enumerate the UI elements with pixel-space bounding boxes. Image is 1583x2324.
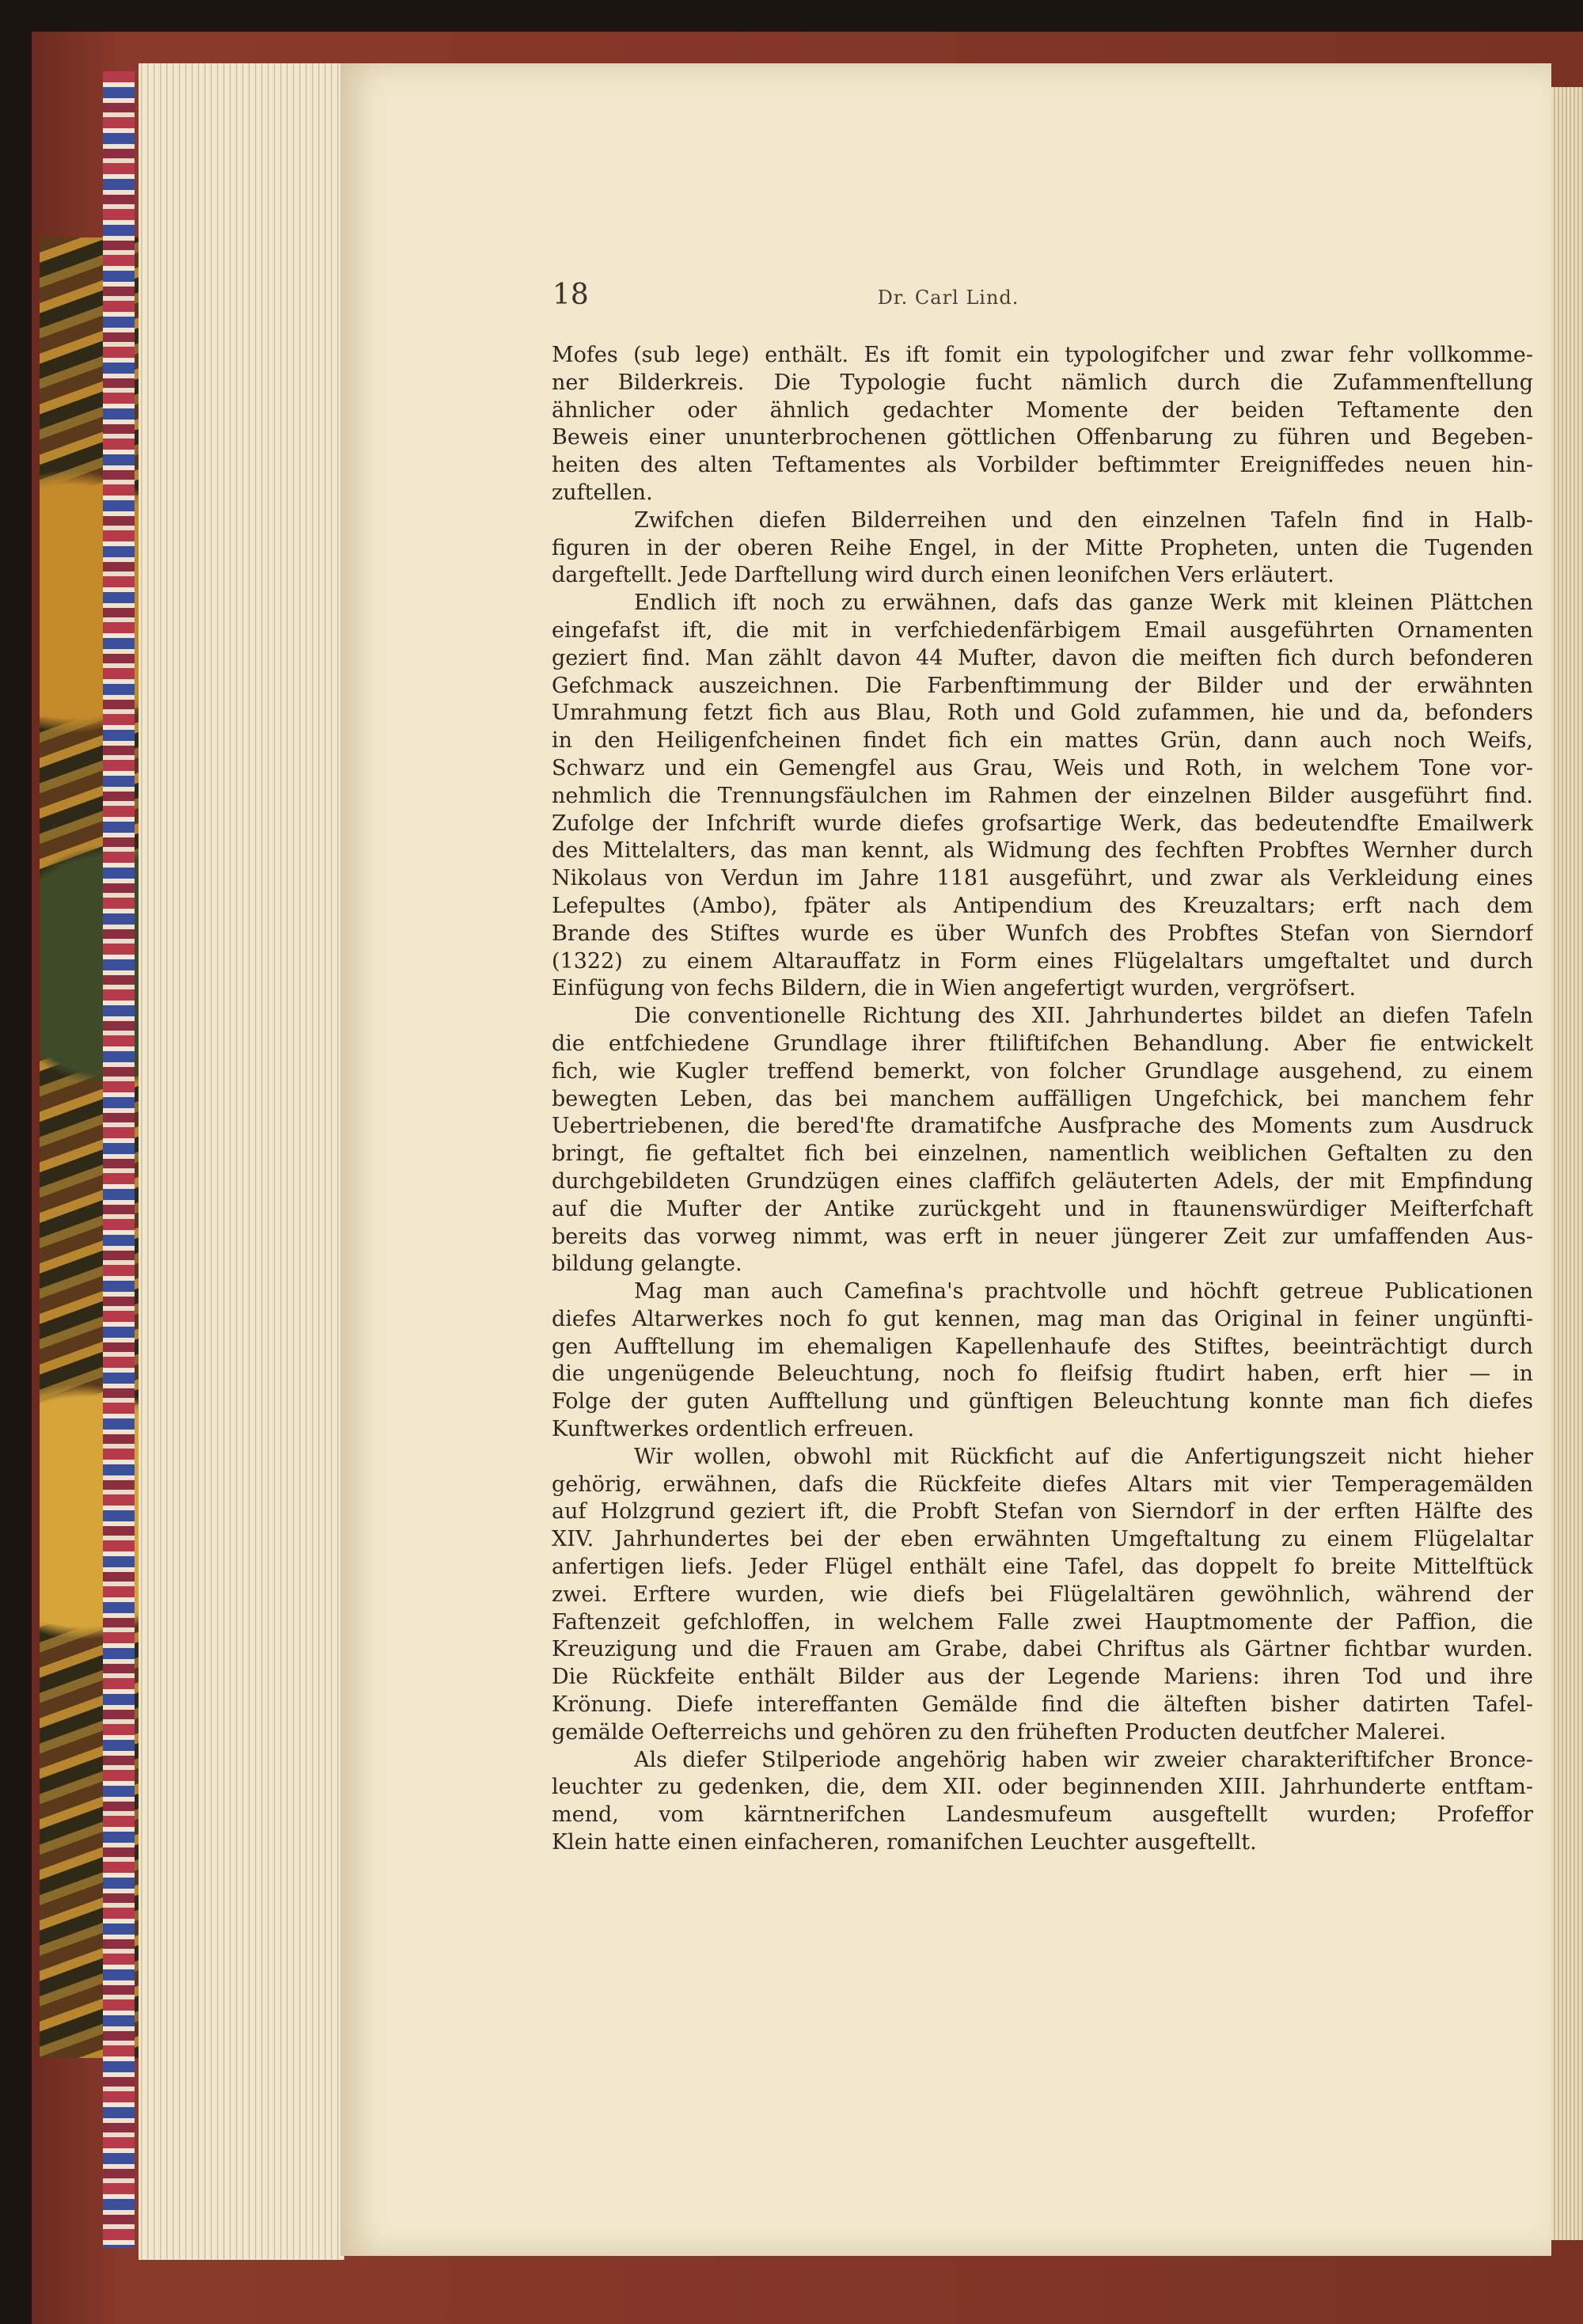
text-line: Die Rückfeite enthält Bilder aus der Legende Mariens: ihren Tod und ihre [552,1665,1533,1690]
body-text [552,342,1533,1857]
text-line: Mofes (sub lege) enthält. Es ift fomit ein typologifcher und zwar fehr vollkomme- [552,343,1533,367]
running-head-author: Dr. Carl Lind. [877,287,1019,309]
text-line: gen Aufftellung im ehemaligen Kapellenhaufe des Stiftes, beeinträchtigt durch [552,1334,1533,1359]
text-line: Nikolaus von Verdun im Jahre 1181 ausgeführt, und zwar als Verkleidung eines [552,866,1533,891]
text-line: dargeftellt. Jede Darftellung wird durch einen leonifchen Vers erläutert. [552,563,1334,588]
text-line: durchgebildeten Grundzügen eines claffifch geläuterten Adels, der mit Empfindung [552,1168,1533,1194]
text-line: Endlich ift noch zu erwähnen, dafs das ganze Werk mit kleinen Plättchen [634,590,1533,616]
text-line: Kreuzigung und die Frauen am Grabe, dabei Chriftus als Gärtner fichtbar wurden. [552,1637,1533,1662]
text-line: bewegten Leben, das bei manchem auffälligen Ungefchick, bei manchem fehr [552,1086,1533,1111]
text-line: Klein hatte einen einfacheren, romanifchen Leuchter ausgeftellt. [552,1830,1257,1855]
text-line: bringt, fie geftaltet fich bei einzelnen, namentlich weiblichen Geftalten zu den [552,1141,1533,1167]
text-line: in den Heiligenfcheinen findet fich ein mattes Grün, dann auch noch Weifs, [552,728,1533,754]
text-line: Beweis einer ununterbrochenen göttlichen Offenbarung zu führen und Begeben- [552,425,1533,450]
paragraph [552,507,1533,590]
paragraph [552,1003,1533,1278]
paragraph [552,1747,1533,1857]
text-line: Als diefer Stilperiode angehörig haben wir zweier charakteriftifcher Bronce- [634,1747,1533,1772]
text-line: Folge der guten Aufftellung und günftigen Beleuchtung konnte man fich diefes [552,1389,1533,1415]
text-line: Die conventionelle Richtung des XII. Jahrhundertes bildet an diefen Tafeln [634,1004,1533,1029]
text-line: gemälde Oefterreichs und gehören zu den früheften Producten deutfcher Malerei. [552,1719,1446,1745]
text-line: auf Holzgrund geziert ift, die Probft Stefan von Sierndorf in der erften Hälfte des [552,1499,1533,1525]
text-line: geziert find. Man zählt davon 44 Mufter, davon die meiften fich durch befonderen [552,645,1533,670]
text-line: Mag man auch Camefina's prachtvolle und höchft getreue Publicationen [634,1279,1533,1304]
text-line: anfertigen liefs. Jeder Flügel enthält eine Tafel, das doppelt fo breite Mittelftück [552,1555,1533,1580]
text-line: fich, wie Kugler treffend bemerkt, von folcher Grundlage ausgehend, zu einem [552,1058,1533,1084]
text-line: die ungenügende Beleuchtung, noch fo fleifsig ftudirt haben, erft hier — in [552,1361,1533,1387]
running-head [552,279,1538,317]
text-line: auf die Mufter der Antike zurückgeht und in ftaunenswürdiger Meifterfchaft [552,1196,1533,1221]
paragraph [552,590,1533,1003]
page-stack-left [139,63,344,2260]
paragraph [552,342,1533,507]
marbled-page-edge [103,71,135,2248]
text-line: Lefepultes (Ambo), fpäter als Antipendium des Kreuzaltars; erft nach dem [552,893,1533,918]
text-line: heiten des alten Teftamentes als Vorbilder beftimmter Ereigniffedes neuen hin- [552,453,1533,478]
text-line: mend, vom kärntnerifchen Landesmufeum ausgeftellt wurden; Profeffor [552,1802,1533,1828]
text-line: Wir wollen, obwohl mit Rückficht auf die Anfertigungszeit nicht hieher [634,1444,1533,1469]
text-line: XIV. Jahrhundertes bei der eben erwähnten Umgeftaltung zu einem Flügelaltar [552,1527,1533,1552]
text-line: die entfchiedene Grundlage ihrer ftiliftifchen Behandlung. Aber fie entwickelt [552,1031,1533,1056]
text-line: bereits das vorweg nimmt, was erft in neuer jüngerer Zeit zur umfaffenden Aus- [552,1224,1533,1249]
text-line: Zufolge der Infchrift wurde diefes grofsartige Werk, das bedeutendfte Emailwerk [552,811,1533,836]
text-line: ähnlicher oder ähnlich gedachter Momente der beiden Teftamente den [552,397,1533,423]
text-line: ner Bilderkreis. Die Typologie fucht nämlich durch die Zufammenftellung [552,370,1533,395]
text-line: diefes Altarwerkes noch fo gut kennen, mag man das Original in feiner ungünfti- [552,1306,1533,1331]
text-line: eingefafst ift, die mit in verfchiedenfärbigem Email ausgeführten Ornamenten [552,617,1533,643]
page-stack-right [1551,87,1583,2240]
text-line: Faftenzeit gefchloffen, in welchem Falle zwei Hauptmomente der Paffion, die [552,1609,1533,1635]
text-line: des Mittelalters, das man kennt, als Widmung des fechften Probftes Wernher durch [552,838,1533,864]
text-line: Brande des Stiftes wurde es über Wunfch des Probftes Stefan von Sierndorf [552,921,1533,946]
text-line: Umrahmung fetzt fich aus Blau, Roth und Gold zufammen, hie und da, befonders [552,701,1533,726]
text-line: leuchter zu gedenken, die, dem XII. oder beginnenden XIII. Jahrhunderte entftam- [552,1775,1533,1800]
page-number: 18 [552,279,589,311]
text-line: Kunftwerkes ordentlich erfreuen. [552,1417,915,1442]
text-line: Uebertriebenen, die bered'fte dramatifche Ausfprache des Moments zum Ausdruck [552,1114,1533,1139]
text-line: zwei. Erftere wurden, wie diefs bei Flügelaltären gewöhnlich, während der [552,1582,1533,1607]
text-line: (1322) zu einem Altarauffatz in Form eines Flügelaltars umgeftaltet und durch [552,948,1533,974]
text-line: zuftellen. [552,480,653,505]
text-line: Gefchmack auszeichnen. Die Farbenftimmung der Bilder und der erwähnten [552,673,1533,698]
paragraph [552,1278,1533,1444]
text-line: Einfügung von fechs Bildern, die in Wien angefertigt wurden, vergröfsert. [552,976,1357,1001]
text-line: Krönung. Diefe intereffanten Gemälde find die älteften bisher datirten Tafel- [552,1692,1533,1718]
text-line: gehörig, erwähnen, dafs die Rückfeite diefes Altars mit vier Temperagemälden [552,1471,1533,1497]
text-line: nehmlich die Trennungsfäulchen im Rahmen der einzelnen Bilder ausgeführt find. [552,783,1533,808]
text-line: bildung gelangte. [552,1251,742,1277]
text-line: figuren in der oberen Reihe Engel, in der Mitte Propheten, unten die Tugenden [552,535,1533,560]
text-line: Schwarz und ein Gemengfel aus Grau, Weis und Roth, in welchem Tone vor- [552,755,1533,780]
text-line: Zwifchen diefen Bilderreihen und den einzelnen Tafeln find in Halb- [634,507,1533,533]
paragraph [552,1444,1533,1747]
